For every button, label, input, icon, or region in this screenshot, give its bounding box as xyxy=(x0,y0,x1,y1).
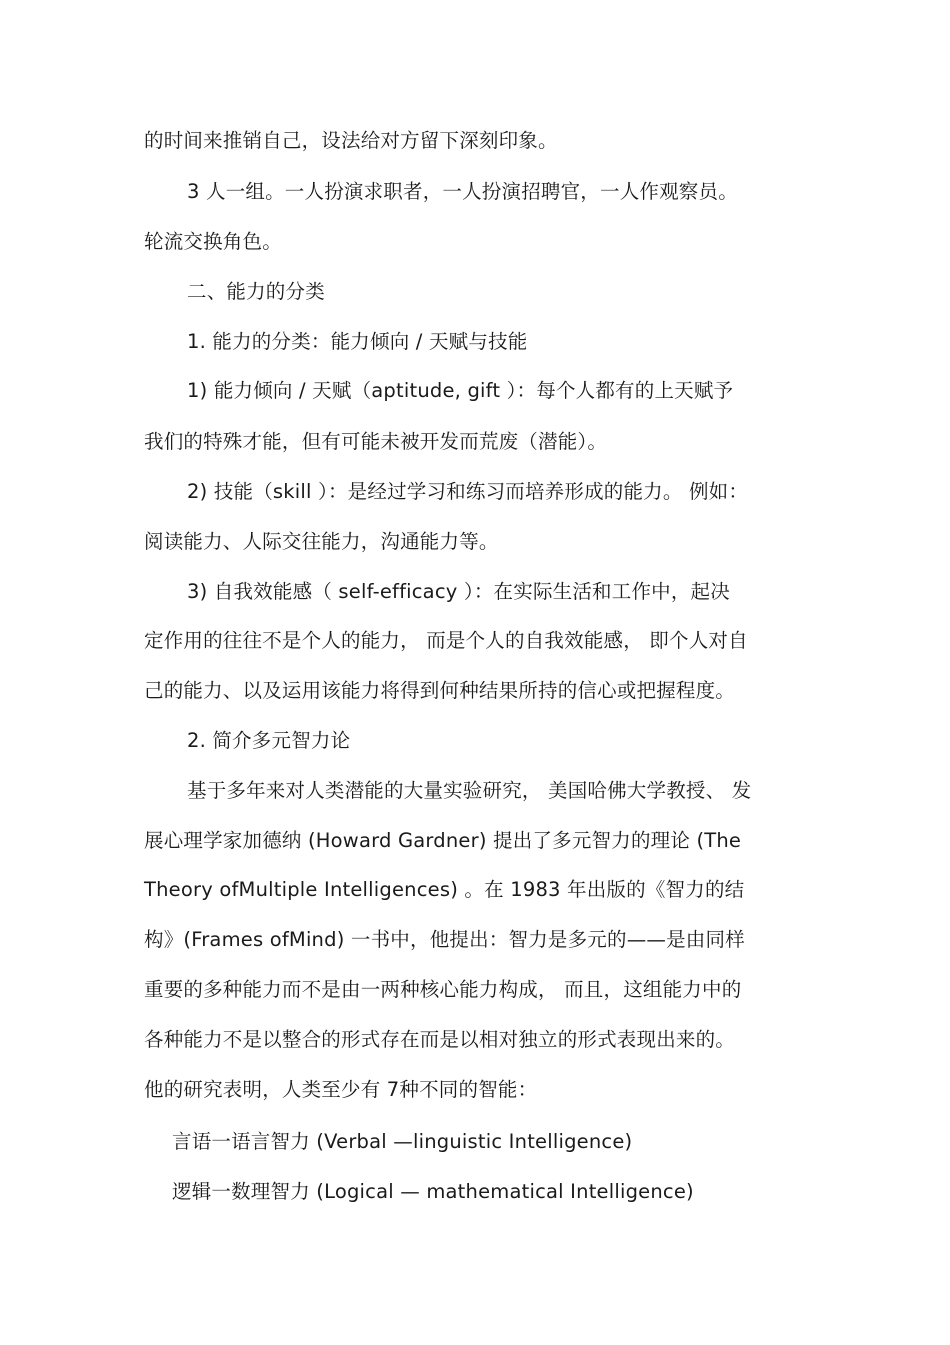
list-item: 言语一语言智力 (Verbal —linguistic Intelligence) xyxy=(172,1130,633,1153)
text-line: 他的研究表明，人类至少有 7种不同的智能： xyxy=(144,1078,538,1101)
text-line: 各种能力不是以整合的形式存在而是以相对独立的形式表现出来的。 xyxy=(144,1028,736,1051)
text-line: 重要的多种能力而不是由一两种核心能力构成， 而且，这组能力中的 xyxy=(144,978,742,1001)
text-line: 定作用的往往不是个人的能力， 而是个人的自我效能感， 即个人对自 xyxy=(144,629,748,652)
text-line: 1) 能力倾向 / 天赋（aptitude, gift ）：每个人都有的上天赋予 xyxy=(187,379,734,402)
text-line: 阅读能力、人际交往能力，沟通能力等。 xyxy=(144,530,499,553)
list-item: 逻辑一数理智力 (Logical — mathematical Intelligence) xyxy=(172,1180,694,1203)
text-line: 我们的特殊才能，但有可能未被开发而荒废（潜能）。 xyxy=(144,430,608,453)
text-line: Theory ofMultiple Intelligences) 。在 1983 年出版的《智力的结 xyxy=(144,878,745,901)
text-line: 己的能力、以及运用该能力将得到何种结果所持的信心或把握程度。 xyxy=(144,679,736,702)
text-line: 3) 自我效能感（ self-efficacy ）：在实际生活和工作中，起决 xyxy=(187,580,730,603)
section-heading: 二、能力的分类 xyxy=(187,280,325,303)
text-line: 轮流交换角色。 xyxy=(144,230,282,253)
text-line: 2) 技能（skill ）：是经过学习和练习而培养形成的能力。 例如： xyxy=(187,480,749,503)
text-line: 的时间来推销自己，设法给对方留下深刻印象。 xyxy=(144,129,558,152)
text-line: 基于多年来对人类潜能的大量实验研究， 美国哈佛大学教授、 发 xyxy=(187,779,752,802)
subsection-heading: 2. 简介多元智力论 xyxy=(187,729,351,752)
text-line: 展心理学家加德纳 (Howard Gardner) 提出了多元智力的理论 (The xyxy=(144,829,742,852)
subsection-heading: 1. 能力的分类：能力倾向 / 天赋与技能 xyxy=(187,330,528,353)
text-line: 3 人一组。一人扮演求职者，一人扮演招聘官，一人作观察员。 xyxy=(187,180,738,203)
text-line: 构》(Frames ofMind) 一书中，他提出：智力是多元的——是由同样 xyxy=(144,928,745,951)
